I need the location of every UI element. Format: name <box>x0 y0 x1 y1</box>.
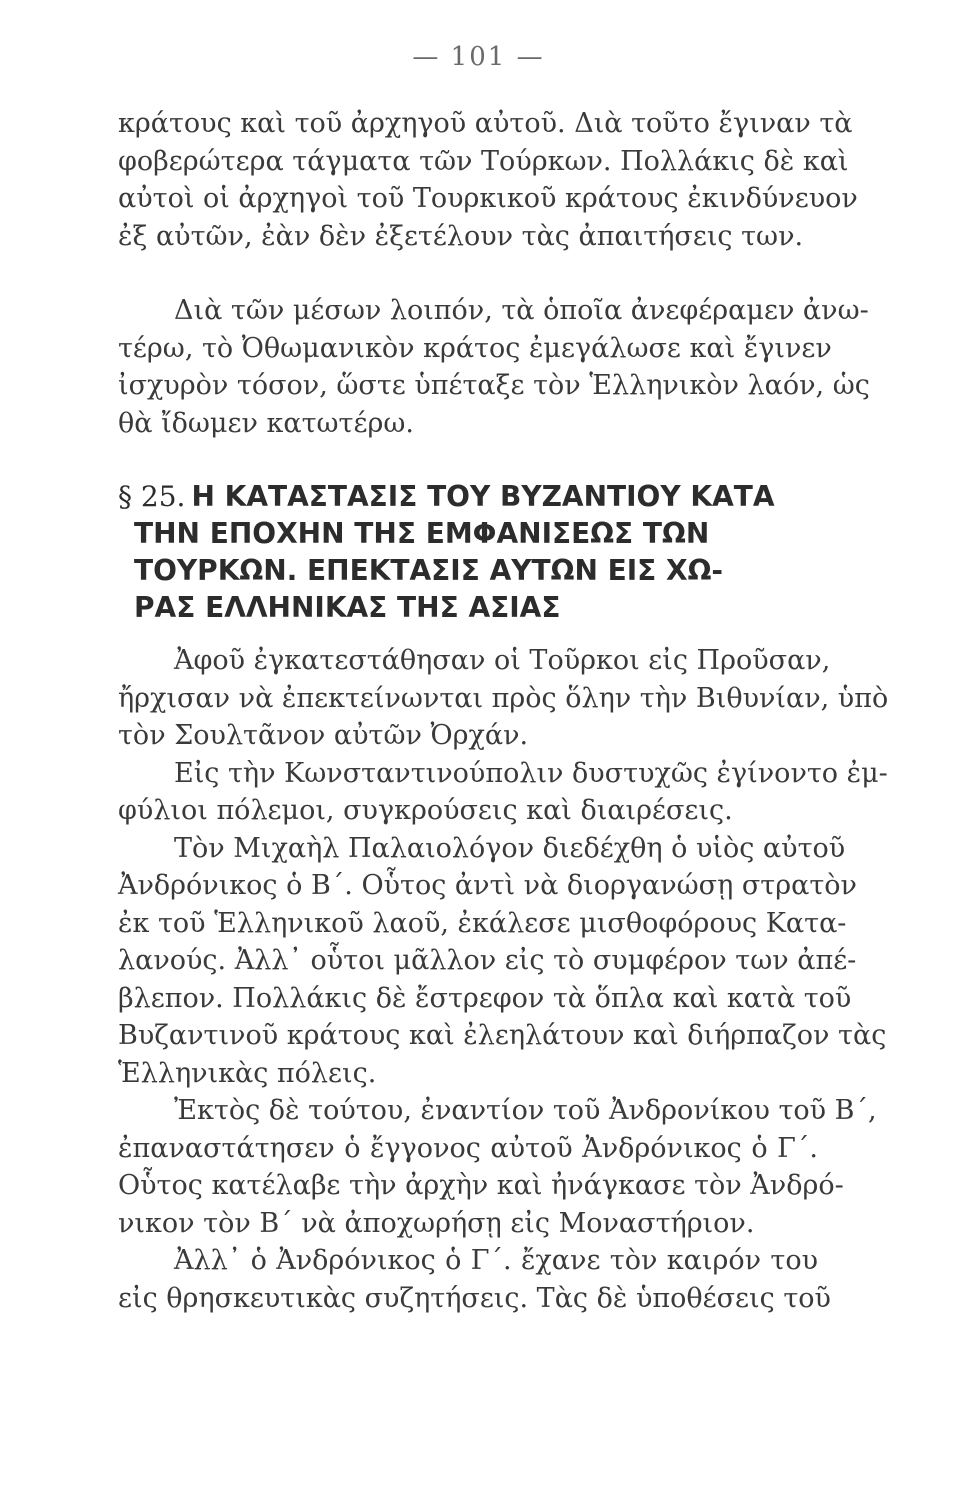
text-line: Ἀφοῦ ἐγκατεστάθησαν οἱ Τοῦρκοι εἰς Προῦσαν, <box>174 645 831 676</box>
text-line: τὸν Σουλτᾶνον αὐτῶν Ὀρχάν. <box>118 720 529 751</box>
text-line: Ἐκτὸς δὲ τούτου, ἐναντίον τοῦ Ἀνδρονίκου τοῦ Β΄, <box>174 1095 877 1126</box>
text-line: ἐξ αὐτῶν, ἐὰν δὲν ἐξετέλουν τὰς ἀπαιτήσεις των. <box>118 220 804 252</box>
text-line: αὐτοὶ οἱ ἀρχηγοὶ τοῦ Τουρκικοῦ κράτους ἐκινδύνευον <box>118 183 858 214</box>
text-line: θὰ ἴδωμεν κατωτέρω. <box>118 407 414 439</box>
text-line: φύλιοι πόλεμοι, συγκρούσεις καὶ διαιρέσεις. <box>118 795 733 826</box>
text-line: Ἑλληνικὰς πόλεις. <box>118 1057 377 1089</box>
text-line: Εἰς τὴν Κωνσταντινούπολιν δυστυχῶς ἐγίνοντο ἐμ- <box>174 757 888 789</box>
section-heading-line <box>118 478 818 515</box>
text-line: εἰς θρησκευτικὰς συζητήσεις. Τὰς δὲ ὑποθέσεις τοῦ <box>118 1282 831 1314</box>
text-line: Βυζαντινοῦ κράτους καὶ ἐλεηλάτουν καὶ διήρπαζον τὰς <box>118 1020 887 1051</box>
text-line: Οὗτος κατέλαβε τὴν ἀρχὴν καὶ ἠνάγκασε τὸν Ἀνδρό- <box>118 1170 844 1201</box>
section-number: § 25. <box>118 480 186 513</box>
text-line: ἐπαναστάτησεν ὁ ἔγγονος αὐτοῦ Ἀνδρόνικος ὁ Γ΄. <box>118 1132 818 1164</box>
text-line: Ἀνδρόνικος ὁ Β΄. Οὗτος ἀντὶ νὰ διοργανώσῃ στρατὸν <box>118 870 857 901</box>
text-line: Τὸν Μιχαὴλ Παλαιολόγον διεδέχθη ὁ υἱὸς αὐτοῦ <box>174 832 846 864</box>
page-number: — 101 — <box>412 42 545 72</box>
section-heading-line: ΡΑΣ ΕΛΛΗΝΙΚΑΣ ΤΗΣ ΑΣΙΑΣ <box>134 591 561 624</box>
section-heading-line: ΤΟΥΡΚΩΝ. ΕΠΕΚΤΑΣΙΣ ΑΥΤΩΝ ΕΙΣ ΧΩ- <box>134 554 724 587</box>
section-title-part: Η ΚΑΤΑΣΤΑΣΙΣ ΤΟΥ ΒΥΖΑΝΤΙΟΥ ΚΑΤΑ <box>191 480 775 513</box>
section-heading-line: ΤΗΝ ΕΠΟΧΗΝ ΤΗΣ ΕΜΦΑΝΙΣΕΩΣ ΤΩΝ <box>134 517 710 550</box>
paragraph-block-top-2 <box>118 292 870 442</box>
paragraph-block-top <box>118 105 858 255</box>
text-line: Ἀλλ᾽ ὁ Ἀνδρόνικος ὁ Γ΄. ἔχανε τὸν καιρόν του <box>174 1245 818 1276</box>
text-line: ἐκ τοῦ Ἑλληνικοῦ λαοῦ, ἐκάλεσε μισθοφόρους Κατα- <box>118 907 847 939</box>
section-heading <box>118 478 818 626</box>
text-line: κράτους καὶ τοῦ ἀρχηγοῦ αὐτοῦ. Διὰ τοῦτο ἔγιναν τὰ <box>118 108 853 139</box>
text-line: τέρω, τὸ Ὀθωμανικὸν κράτος ἐμεγάλωσε καὶ ἔγινεν <box>118 332 832 364</box>
text-line: ἤρχισαν νὰ ἐπεκτείνωνται πρὸς ὅλην τὴν Βιθυνίαν, ὑπὸ <box>118 682 889 714</box>
text-line: Διὰ τῶν μέσων λοιπόν, τὰ ὁποῖα ἀνεφέραμεν ἀνω- <box>174 295 869 326</box>
text-line: βλεπον. Πολλάκις δὲ ἔστρεφον τὰ ὅπλα καὶ κατὰ τοῦ <box>118 982 852 1014</box>
text-line: ἰσχυρὸν τόσον, ὥστε ὑπέταξε τὸν Ἑλληνικὸν λαόν, ὡς <box>118 370 870 401</box>
text-line: φοβερώτερα τάγματα τῶν Τούρκων. Πολλάκις δὲ καὶ <box>118 145 849 177</box>
paragraph-block-body <box>118 642 889 1317</box>
text-line: λανούς. Ἀλλ᾽ οὗτοι μᾶλλον εἰς τὸ συμφέρον των ἀπέ- <box>118 945 857 976</box>
text-line: νικον τὸν Β΄ νὰ ἀποχωρήσῃ εἰς Μοναστήριον. <box>118 1207 755 1239</box>
